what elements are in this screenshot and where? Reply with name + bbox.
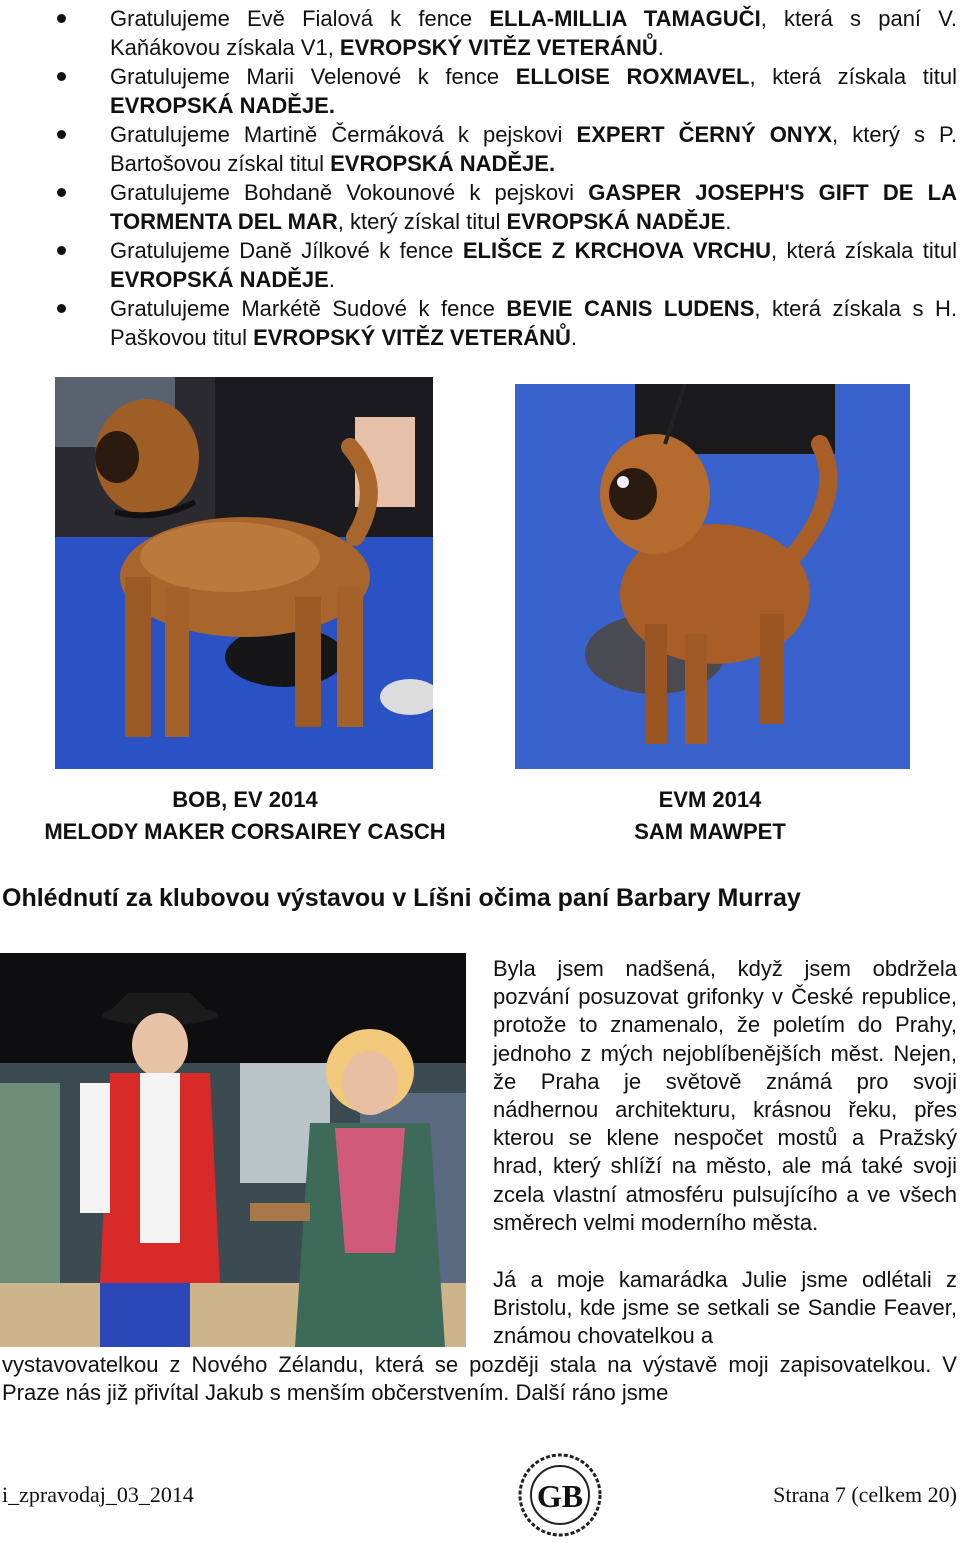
photo-dog-bob [55, 377, 433, 769]
photo-caption-left [0, 784, 490, 848]
dog-standing-illustration [55, 377, 433, 769]
article-paragraph: vystavovatelkou z Nového Zélandu, která se později stala na výstavě moji zapisovatelkou. V Praze nás již přivítal Jakub s menším občerstvením. Další ráno jsme [2, 1352, 957, 1406]
bullet-text [110, 294, 957, 352]
caption-title: EVM 2014 [658, 787, 762, 812]
photo-award-ceremony [0, 953, 466, 1347]
bullet-text [110, 4, 957, 62]
bullet-text-run: Gratulujeme Daně Jílkové k fence [110, 238, 463, 263]
bullet-bold-run: ELLA-MILLIA TAMAGUČI [489, 6, 761, 31]
dog-trotting-illustration [515, 384, 910, 769]
photo-caption-right [560, 784, 860, 848]
bullet-text [110, 62, 957, 120]
bullet-icon [57, 14, 66, 23]
bullet-bold-run: GASPER JOSEPH'S GIFT DE LA TORMENTA DEL MAR [110, 180, 957, 234]
bullet-icon [57, 188, 66, 197]
bullet-text-run: , který získal titul [337, 209, 507, 234]
bullet-text-run: . [328, 267, 335, 292]
club-logo-icon [505, 1452, 615, 1538]
bullet-text-run: Gratulujeme Martině Čermáková k pejskovi [110, 122, 577, 147]
bullet-text-run: . [657, 35, 664, 60]
photo-dog-evm [515, 384, 910, 769]
bullet-bold-run: EVROPSKÝ VITĚZ VETERÁNŮ [253, 325, 571, 350]
article-heading: Ohlédnutí za klubovou výstavou v Líšni očima paní Barbary Murray [2, 884, 801, 912]
bullet-text-run: Gratulujeme Bohdaně Vokounové k pejskovi [110, 180, 589, 205]
article-paragraph: Byla jsem nadšená, když jsem obdržela pozvání posuzovat grifonky v České republice, protože to znamenalo, že poletím do Prahy, jednoho z mých nejoblíbenějších měst. Nejen, že Praha je světově známá pro svoji nádhernou architekturu, krásnou řeku, přes kterou se klene nespočet mostů a Pražský hrad, který shlíží na město, ale má také svoji zcela vlastní atmosféru pulsujícího a ve všech směrech velmi moderního města. [493, 956, 957, 1235]
bullet-bold-run: EXPERT ČERNÝ ONYX [576, 122, 833, 147]
bullet-text-run: Gratulujeme Markétě Sudové k fence [110, 296, 507, 321]
bullet-text-run: , která získala titul [771, 238, 957, 263]
bullet-bold-run: EVROPSKÁ NADĚJE. [110, 93, 335, 118]
footer-page-number: Strana 7 (celkem 20) [773, 1482, 957, 1507]
bullet-icon [57, 72, 66, 81]
bullet-text [110, 120, 957, 178]
bullet-bold-run: EVROPSKÁ NADĚJE [110, 267, 329, 292]
bullet-bold-run: ELLOISE ROXMAVEL [515, 64, 750, 89]
article-paragraph: Já a moje kamarádka Julie jsme odlétali z Bristolu, kde jsme se setkali se Sandie Feaver, známou chovatelkou a [493, 1267, 957, 1349]
bullet-icon [57, 304, 66, 313]
bullet-text-run: , která získala s H. Paškovou titul [110, 296, 957, 350]
gb-seal-icon [505, 1452, 615, 1538]
bullet-bold-run: EVROPSKÁ NADĚJE [506, 209, 726, 234]
bullet-text-run: . [570, 325, 578, 350]
bullet-text-run: , který s P. Bartošovou získal titul [110, 122, 957, 176]
footer-filename: i_zpravodaj_03_2014 [2, 1482, 194, 1507]
bullet-bold-run: ELIŠCE Z KRCHOVA VRCHU [462, 238, 771, 263]
caption-dog-name: SAM MAWPET [634, 819, 786, 844]
logo-letters: GB [536, 1478, 584, 1514]
bullet-text [110, 178, 957, 236]
bullet-bold-run: BEVIE CANIS LUDENS [506, 296, 755, 321]
bullet-text [110, 236, 957, 294]
bullet-icon [57, 130, 66, 139]
bullet-icon [57, 246, 66, 255]
caption-title: BOB, EV 2014 [172, 787, 318, 812]
caption-dog-name: MELODY MAKER CORSAIREY CASCH [44, 819, 446, 844]
ceremony-illustration [0, 953, 466, 1347]
bullet-text-run: . [725, 209, 732, 234]
bullet-text-run: , která získala titul [749, 64, 957, 89]
bullet-text-run: , která s paní V. Kaňákovou získala V1, [110, 6, 957, 60]
bullet-bold-run: EVROPSKÁ NADĚJE. [330, 151, 556, 176]
bullet-text-run: Gratulujeme Evě Fialová k fence [110, 6, 490, 31]
bullet-text-run: Gratulujeme Marii Velenové k fence [110, 64, 516, 89]
bullet-bold-run: EVROPSKÝ VITĚZ VETERÁNŮ [339, 35, 658, 60]
